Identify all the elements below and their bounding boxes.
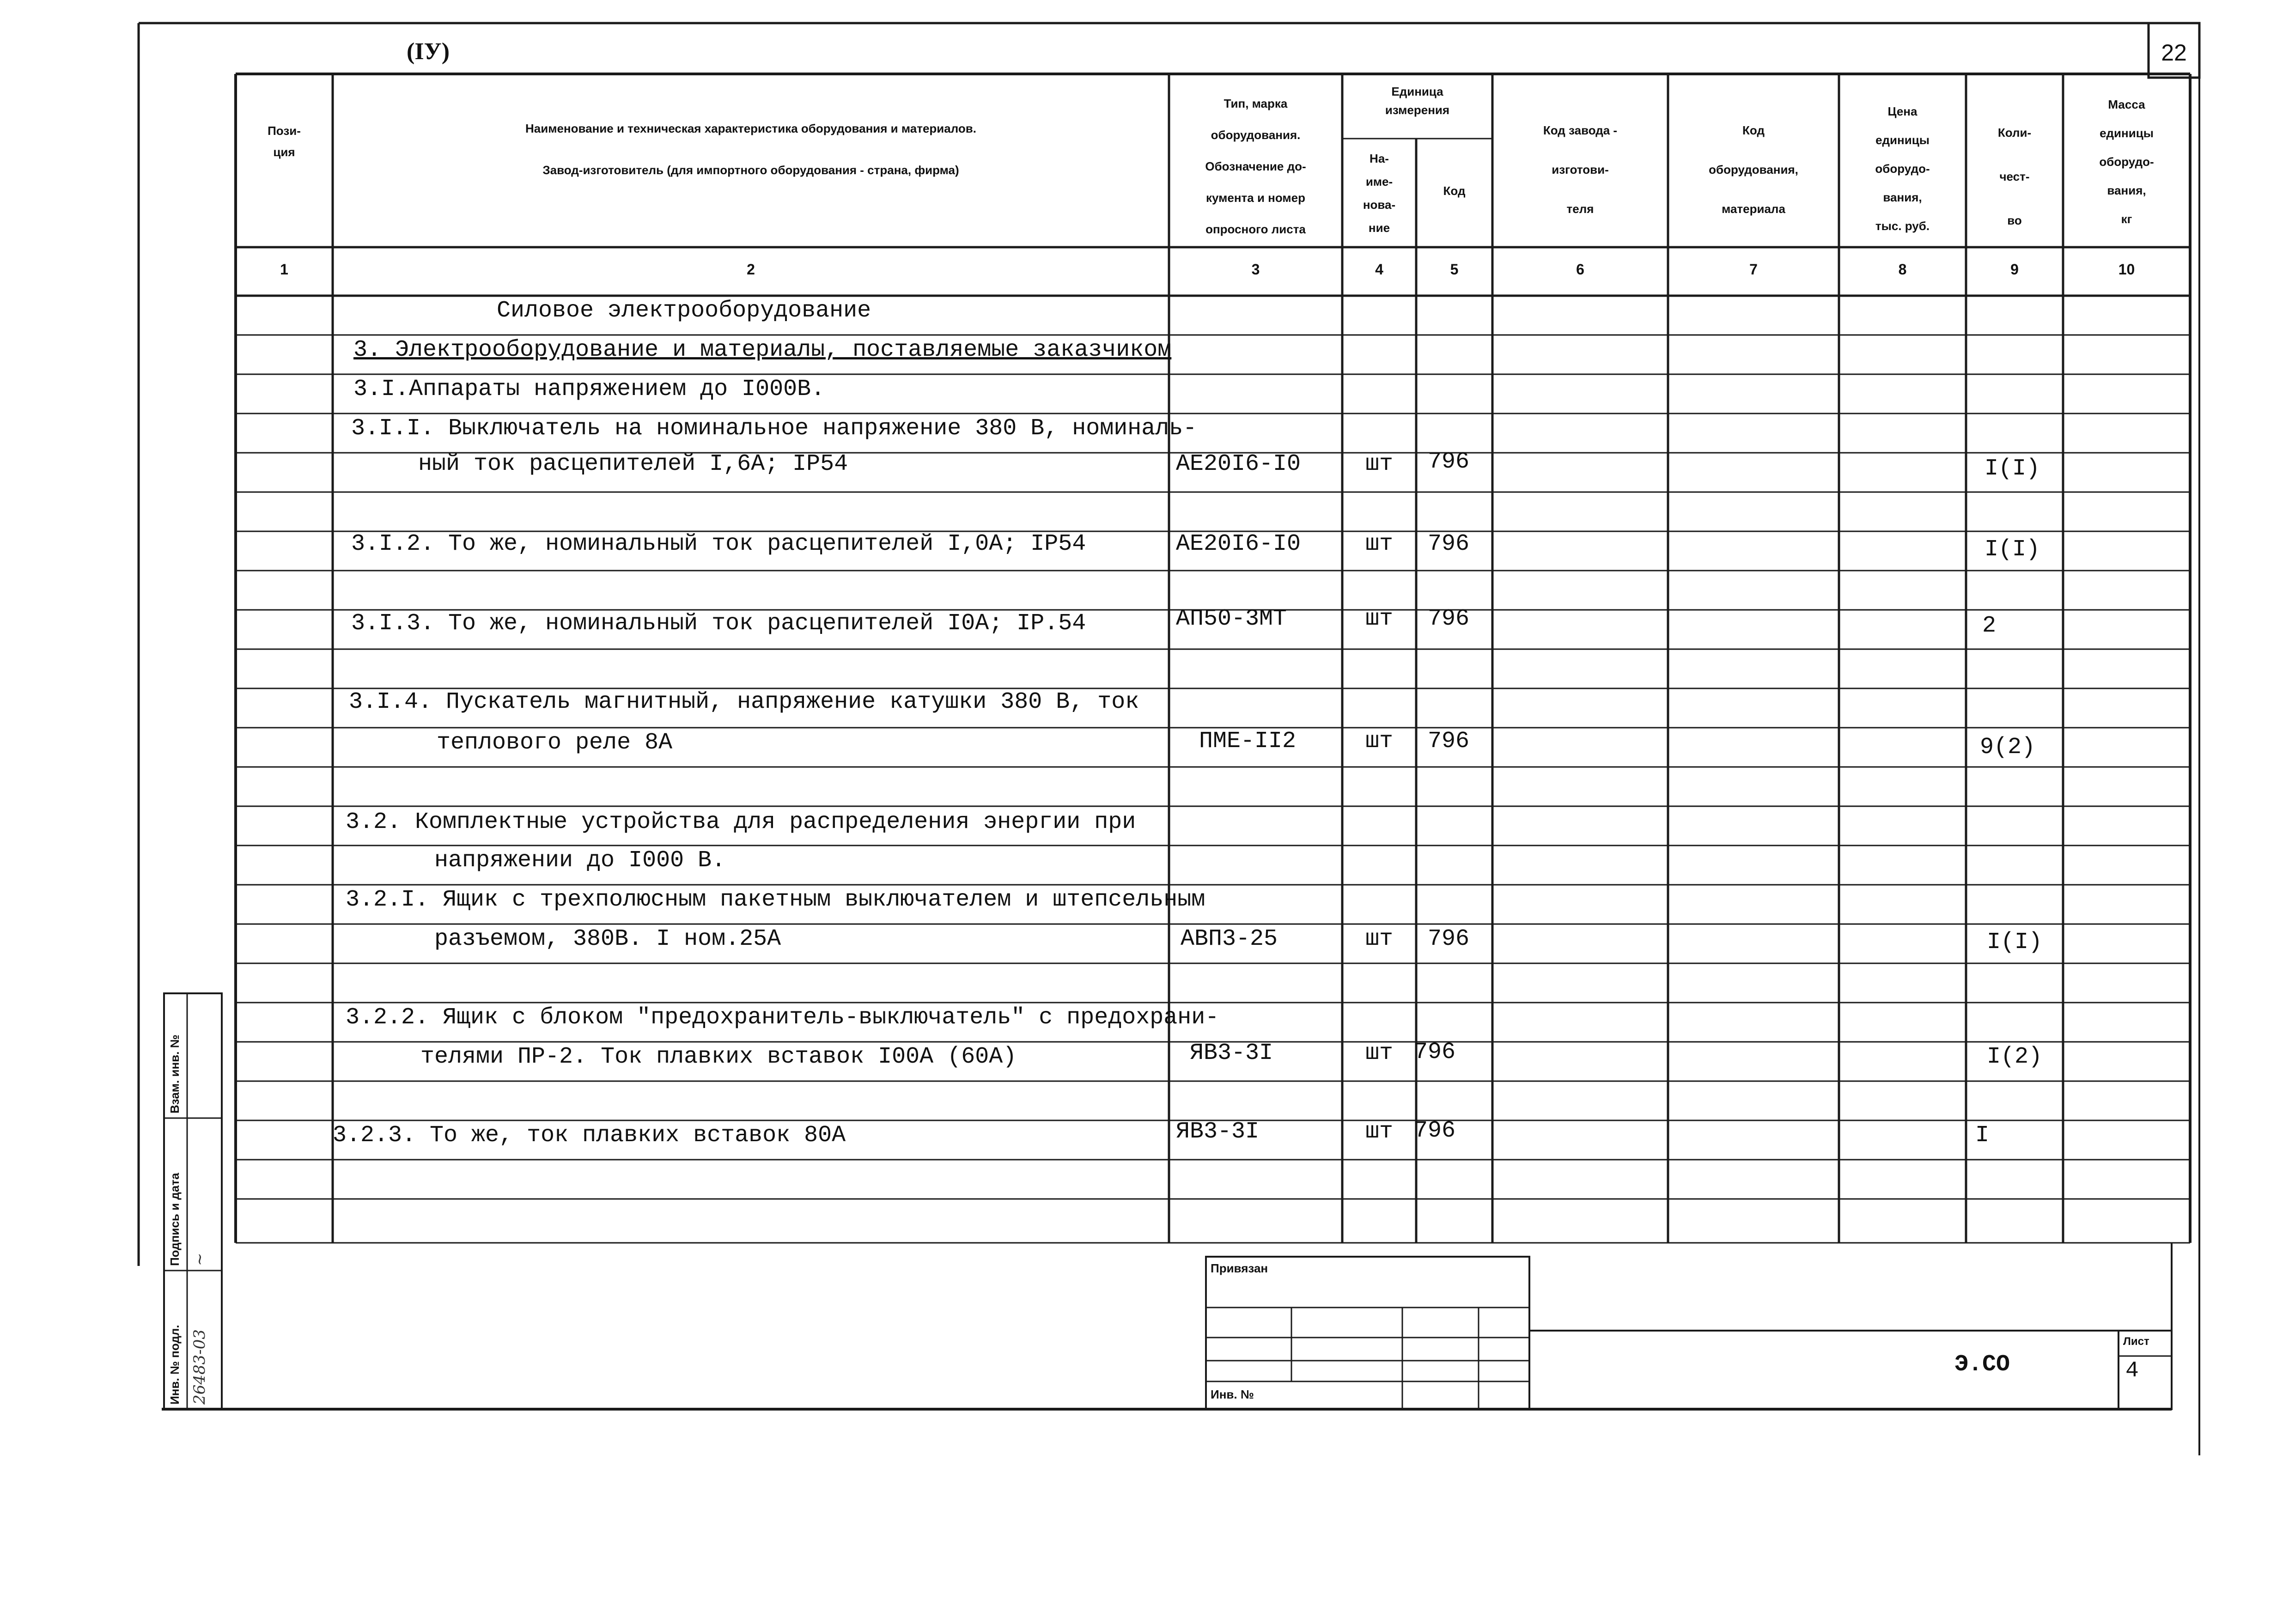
row-unit: шт — [1365, 1040, 1394, 1066]
row-text: 3.I.4. Пускатель магнитный, напряжение катушки 380 В, ток — [349, 689, 1139, 715]
row-text: 3.I.Аппараты напряжением до I000В. — [353, 376, 825, 402]
row-code: 796 — [1428, 449, 1470, 475]
row-unit: шт — [1365, 531, 1394, 557]
row-unit: шт — [1365, 451, 1394, 477]
section-mark: (IУ) — [407, 38, 450, 65]
row-text: 3.I.I. Выключатель на номинальное напряжение 380 В, номиналь- — [351, 415, 1197, 442]
side-inv-value: 26483-03 — [190, 1329, 209, 1405]
row-unit: шт — [1365, 606, 1394, 632]
header-mass: Масса единицы оборудо- вания, кг — [2099, 97, 2154, 226]
row-qty: I(I) — [1985, 456, 2040, 482]
row-type: АЕ20I6-I0 — [1176, 531, 1301, 557]
row-qty: I(I) — [1985, 536, 2040, 563]
side-vzam-inv: Взам. инв. № — [168, 1034, 182, 1113]
header-price: Цена единицы оборудо- вания, тыс. руб. — [1875, 104, 1930, 233]
row-type: АП50-3МТ — [1176, 606, 1287, 632]
colnum-1: 1 — [280, 261, 288, 278]
row-qty: I — [1975, 1122, 1990, 1149]
row-code: 796 — [1428, 728, 1470, 754]
row-text: напряжении до I000 В. — [434, 847, 726, 874]
row-text: 3.2.2. Ящик с блоком "предохранитель-выключатель" с предохрани- — [346, 1004, 1219, 1031]
signature: ~ — [190, 1253, 209, 1266]
row-text: Силовое электрооборудование — [497, 298, 871, 324]
row-qty: I(2) — [1986, 1044, 2043, 1070]
row-code: 796 — [1428, 926, 1470, 952]
row-type: АЕ20I6-I0 — [1176, 451, 1301, 477]
stamp-inv-no: Инв. № — [1211, 1387, 1254, 1401]
header-unit-name: На- име- нова- ние — [1363, 152, 1396, 235]
header-equipment-code: Код оборудования, материала — [1709, 123, 1798, 216]
row-text: 3.2. Комплектные устройства для распределения энергии при — [346, 809, 1136, 835]
row-text: 3.I.2. То же, номинальный ток расцепителей I,0А; IP54 — [351, 531, 1086, 557]
row-type: ПМЕ-II2 — [1199, 728, 1297, 754]
header-unit-group: Единица измерения — [1385, 85, 1450, 117]
colnum-6: 6 — [1576, 261, 1584, 278]
side-podpis-data: Подпись и дата — [168, 1173, 182, 1266]
header-name-line2: Завод-изготовитель (для импортного оборудования - страна, фирма) — [542, 163, 959, 177]
row-type: ЯВ3-3I — [1176, 1119, 1260, 1145]
row-qty: 2 — [1982, 613, 1997, 639]
row-unit: шт — [1365, 728, 1394, 754]
header-type: Тип, марка оборудования. Обозначение до- кумента и номер опросного листа — [1205, 97, 1306, 236]
stamp-list-label: Лист — [2123, 1335, 2149, 1348]
colnum-8: 8 — [1898, 261, 1907, 278]
row-text: разъемом, 380В. I ном.25А — [434, 926, 781, 952]
colnum-7: 7 — [1749, 261, 1758, 278]
colnum-9: 9 — [2010, 261, 2019, 278]
colnum-4: 4 — [1375, 261, 1383, 278]
row-unit: шт — [1365, 926, 1394, 952]
colnum-5: 5 — [1450, 261, 1459, 278]
row-code: 796 — [1428, 606, 1470, 632]
row-code: 796 — [1428, 531, 1470, 557]
row-text: 3.I.3. То же, номинальный ток расцепителей I0А; IP.54 — [351, 610, 1086, 637]
row-code: 796 — [1414, 1039, 1456, 1065]
header-plant-code: Код завода - изготови- теля — [1543, 123, 1618, 216]
row-qty: I(I) — [1986, 929, 2043, 955]
stamp-privyazan: Привязан — [1211, 1261, 1268, 1275]
row-qty: 9(2) — [1980, 734, 2036, 760]
colnum-2: 2 — [747, 261, 755, 278]
stamp-list-value: 4 — [2125, 1358, 2139, 1383]
header-quantity: Коли- чест- во — [1997, 126, 2032, 227]
row-text: 3. Электрооборудование и материалы, поставляемые заказчиком — [353, 337, 1172, 363]
header-name-line1: Наименование и техническая характеристика оборудования и материалов. — [525, 122, 976, 135]
colnum-10: 10 — [2118, 261, 2135, 278]
row-unit: шт — [1365, 1119, 1394, 1145]
header-position: Пози- ция — [268, 124, 301, 159]
colnum-3: 3 — [1251, 261, 1260, 278]
row-type: ЯВ3-3I — [1190, 1040, 1273, 1066]
row-text: 3.2.I. Ящик с трехполюсным пакетным выключателем и штепсельным — [346, 887, 1205, 913]
row-text: теплового реле 8А — [437, 730, 673, 756]
page-number: 22 — [2161, 40, 2187, 66]
row-text: 3.2.3. То же, ток плавких вставок 80А — [333, 1122, 846, 1149]
row-type: АВП3-25 — [1181, 926, 1278, 952]
row-text: ный ток расцепителей I,6А; IP54 — [418, 451, 848, 477]
row-code: 796 — [1414, 1118, 1456, 1144]
side-inv-podl: Инв. № подл. — [168, 1325, 182, 1405]
row-text: телями ПР-2. Ток плавких вставок I00А (60А) — [420, 1044, 1017, 1070]
stamp-doc-code: Э.СО — [1954, 1351, 2010, 1378]
header-unit-code: Код — [1443, 184, 1466, 198]
